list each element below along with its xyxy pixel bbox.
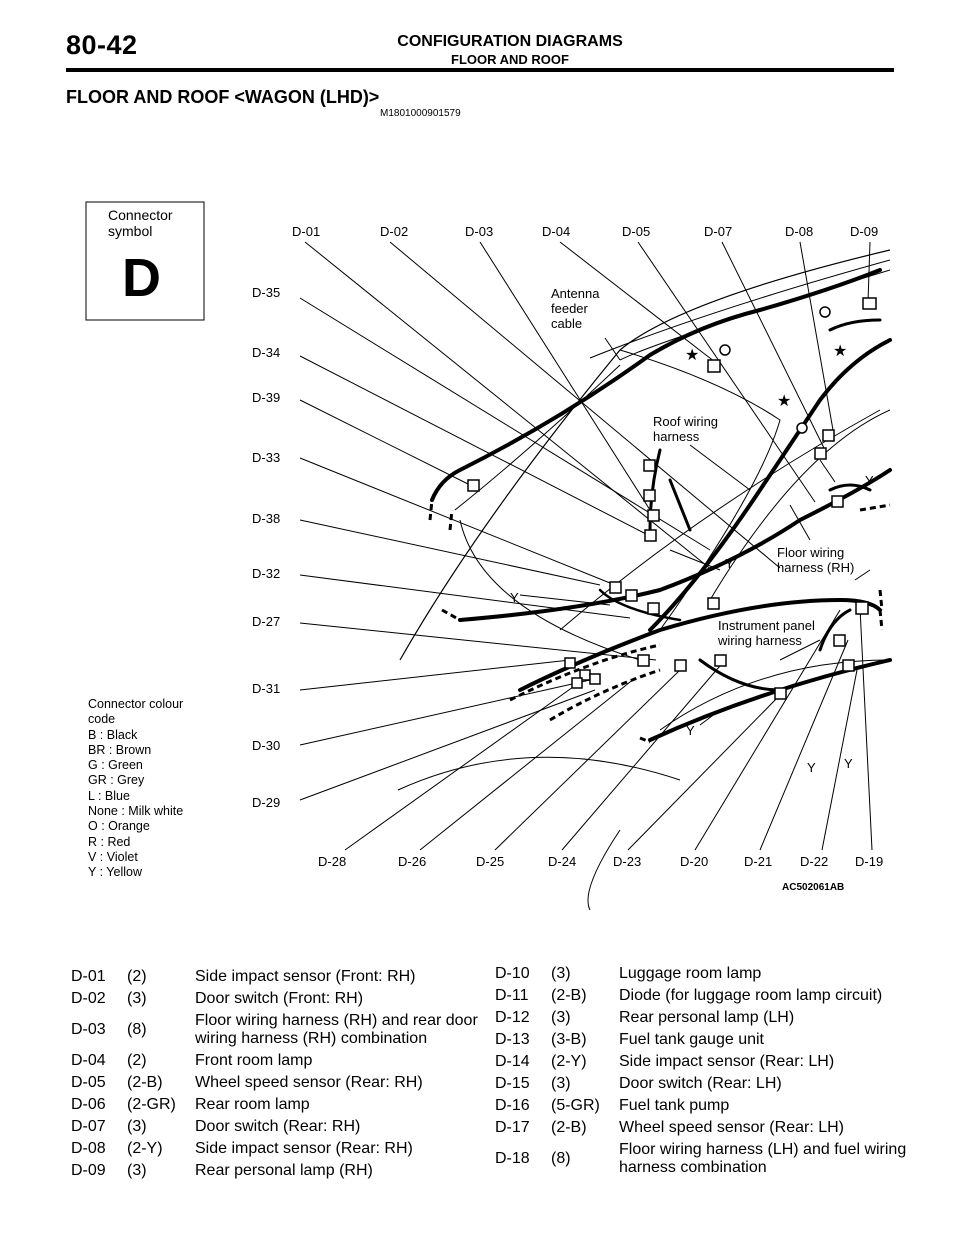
label-d27: D-27 bbox=[252, 614, 281, 629]
list-item: D-17 (2-B) Wheel speed sensor (Rear: LH) bbox=[495, 1119, 844, 1136]
legend-item: BR : Brown bbox=[88, 742, 152, 757]
label-d01: D-01 bbox=[292, 224, 321, 239]
label-d08: D-08 bbox=[785, 224, 814, 239]
legend-item: R : Red bbox=[88, 834, 131, 849]
callout-floor-1: Floor wiring bbox=[777, 545, 845, 560]
page-number: 80-42 bbox=[66, 30, 138, 60]
list-item: D-13 (3-B) Fuel tank gauge unit bbox=[495, 1031, 764, 1048]
header-title: CONFIGURATION DIAGRAMS bbox=[397, 33, 623, 50]
list-item: D-01 (2) Side impact sensor (Front: RH) bbox=[71, 968, 416, 985]
legend-item: B : Black bbox=[88, 727, 138, 742]
label-d04: D-04 bbox=[542, 224, 571, 239]
section-title: FLOOR AND ROOF <WAGON (LHD)> bbox=[66, 87, 380, 107]
label-d03: D-03 bbox=[465, 224, 494, 239]
callout-ip-2: wiring harness bbox=[718, 633, 802, 648]
label-d21: D-21 bbox=[744, 854, 773, 869]
list-item: D-03 (8) Floor wiring harness (RH) and rear door wiring harness (RH) combination bbox=[71, 1012, 478, 1047]
color-code-legend bbox=[88, 697, 183, 881]
list-item: D-08 (2-Y) Side impact sensor (Rear: RH) bbox=[71, 1140, 413, 1157]
label-d02: D-02 bbox=[380, 224, 409, 239]
legend-item: V : Violet bbox=[88, 849, 138, 864]
label-d25: D-25 bbox=[476, 854, 505, 869]
star-icon: ★ bbox=[685, 345, 700, 364]
legend-item: G : Green bbox=[88, 758, 143, 773]
callout-ip-1: Instrument panel bbox=[718, 618, 815, 633]
label-d07: D-07 bbox=[704, 224, 733, 239]
top-labels bbox=[292, 224, 878, 239]
label-d29: D-29 bbox=[252, 795, 281, 810]
y-marker: Y bbox=[510, 590, 519, 605]
y-markers bbox=[510, 473, 874, 775]
list-item: D-06 (2-GR) Rear room lamp bbox=[71, 1096, 310, 1113]
label-d35: D-35 bbox=[252, 285, 281, 300]
y-marker: Y bbox=[865, 473, 874, 488]
list-item: D-10 (3) Luggage room lamp bbox=[495, 965, 762, 982]
y-marker: Y bbox=[844, 756, 853, 771]
legend-item: O : Orange bbox=[88, 819, 150, 834]
section-code: M1801000901579 bbox=[380, 108, 461, 119]
list-item: D-02 (3) Door switch (Front: RH) bbox=[71, 990, 364, 1007]
connector-symbol: D bbox=[122, 248, 161, 308]
label-d34: D-34 bbox=[252, 345, 281, 360]
list-item: D-16 (5-GR) Fuel tank pump bbox=[495, 1097, 730, 1114]
header-rule bbox=[66, 68, 894, 72]
list-item: D-14 (2-Y) Side impact sensor (Rear: LH) bbox=[495, 1053, 835, 1070]
y-marker: Y bbox=[686, 723, 695, 738]
legend-item: None : Milk white bbox=[88, 804, 184, 819]
grommets bbox=[720, 307, 830, 433]
callout-antenna-1: Antenna bbox=[551, 286, 600, 301]
legend-title-2: code bbox=[88, 712, 116, 727]
label-d24: D-24 bbox=[548, 854, 577, 869]
label-d22: D-22 bbox=[800, 854, 829, 869]
vehicle-outline bbox=[398, 250, 890, 910]
callout-antenna-3: cable bbox=[551, 316, 583, 331]
label-d20: D-20 bbox=[680, 854, 709, 869]
callout-antenna-2: feeder bbox=[551, 301, 588, 316]
label-d19: D-19 bbox=[855, 854, 884, 869]
label-d05: D-05 bbox=[622, 224, 651, 239]
label-d32: D-32 bbox=[252, 566, 281, 581]
y-marker: Y bbox=[807, 760, 816, 775]
connector-list-left bbox=[68, 965, 488, 1183]
list-item: D-09 (3) Rear personal lamp (RH) bbox=[71, 1162, 373, 1179]
y-marker: Y bbox=[725, 556, 734, 571]
legend-title-1: Connector colour bbox=[88, 697, 184, 711]
star-icon: ★ bbox=[777, 391, 792, 410]
label-d38: D-38 bbox=[252, 511, 281, 526]
label-d31: D-31 bbox=[252, 681, 281, 696]
connector-list-right bbox=[492, 962, 912, 1180]
legend-item: GR : Grey bbox=[88, 773, 145, 788]
star-icon: ★ bbox=[833, 341, 848, 360]
label-d30: D-30 bbox=[252, 738, 281, 753]
legend-item: L : Blue bbox=[88, 788, 130, 803]
label-d28: D-28 bbox=[318, 854, 347, 869]
left-labels bbox=[252, 285, 280, 810]
list-item: D-05 (2-B) Wheel speed sensor (Rear: RH) bbox=[71, 1074, 423, 1091]
callout-labels bbox=[551, 286, 854, 648]
figure-code: AC502061AB bbox=[782, 882, 845, 893]
connector-symbol-label-1: Connector bbox=[108, 207, 173, 223]
callout-roof-2: harness bbox=[653, 429, 700, 444]
label-d33: D-33 bbox=[252, 450, 281, 465]
legend-item: Y : Yellow bbox=[88, 865, 142, 880]
callout-roof-1: Roof wiring bbox=[653, 414, 719, 429]
header-subtitle: FLOOR AND ROOF bbox=[451, 52, 569, 67]
list-item: D-04 (2) Front room lamp bbox=[71, 1052, 313, 1069]
wiring-diagram bbox=[60, 190, 900, 910]
list-item: D-11 (2-B) Diode (for luggage room lamp circuit) bbox=[495, 987, 883, 1004]
connector-symbol-label-2: symbol bbox=[108, 223, 153, 239]
label-d23: D-23 bbox=[613, 854, 642, 869]
list-item: D-15 (3) Door switch (Rear: LH) bbox=[495, 1075, 782, 1092]
list-item: D-18 (8) Floor wiring harness (LH) and fuel wiring harness combination bbox=[495, 1141, 907, 1176]
list-item: D-12 (3) Rear personal lamp (LH) bbox=[495, 1009, 795, 1026]
label-d09: D-09 bbox=[850, 224, 879, 239]
label-d26: D-26 bbox=[398, 854, 427, 869]
list-item: D-07 (3) Door switch (Rear: RH) bbox=[71, 1118, 361, 1135]
label-d39: D-39 bbox=[252, 390, 281, 405]
callout-floor-2: harness (RH) bbox=[777, 560, 855, 575]
